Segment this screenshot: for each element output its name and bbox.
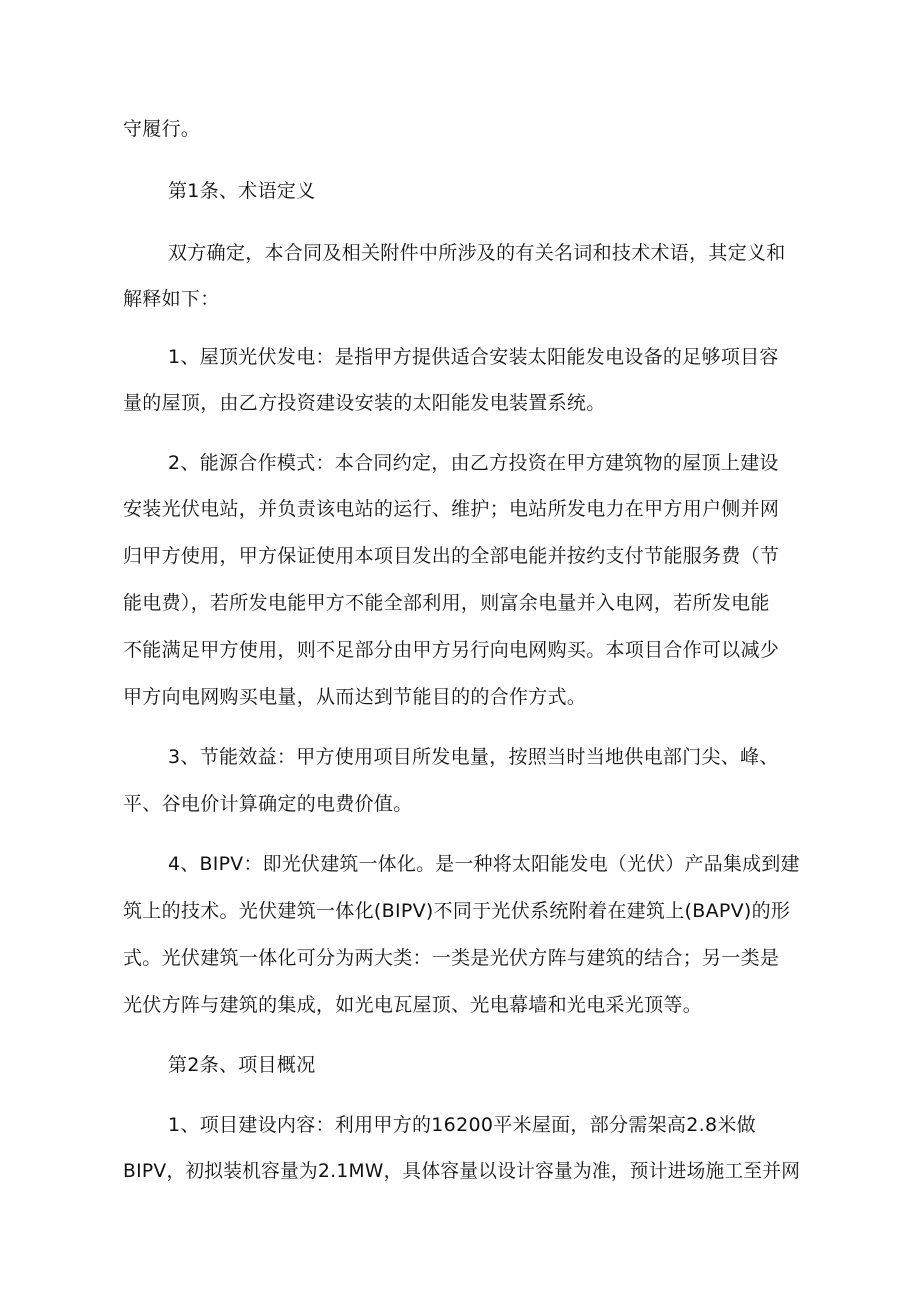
text-line: 不能满足甲方使用，则不足部分由甲方另行向电网购买。本项目合作可以减少 <box>123 639 780 661</box>
text-line: 1、项目建设内容：利用甲方的16200平米屋面，部分需架高2.8米做 <box>168 1114 756 1136</box>
text-line: 1、屋顶光伏发电：是指甲方提供适合安装太阳能发电设备的足够项目容 <box>168 346 779 368</box>
text-line: 归甲方使用，甲方保证使用本项目发出的全部电能并按约支付节能服务费（节 <box>123 545 780 567</box>
text-line: 平、谷电价计算确定的电费价值。 <box>123 793 413 815</box>
text-line: 4、BIPV：即光伏建筑一体化。是一种将太阳能发电（光伏）产品集成到建 <box>168 853 800 875</box>
text-line: 解释如下： <box>123 288 220 310</box>
text-line: 守履行。 <box>123 118 201 140</box>
text-line: 2、能源合作模式：本合同约定，由乙方投资在甲方建筑物的屋顶上建设 <box>168 452 779 474</box>
text-line: 甲方向电网购买电量，从而达到节能目的的合作方式。 <box>123 686 587 708</box>
text-line: 式。光伏建筑一体化可分为两大类：一类是光伏方阵与建筑的结合；另一类是 <box>123 947 780 969</box>
text-line: BIPV，初拟装机容量为2.1MW，具体容量以设计容量为准，预计进场施工至并网 <box>123 1160 801 1182</box>
section-heading: 第1条、术语定义 <box>168 180 316 202</box>
text-line: 筑上的技术。光伏建筑一体化(BIPV)不同于光伏系统附着在建筑上(BAPV)的形 <box>123 900 791 922</box>
text-line: 3、节能效益：甲方使用项目所发电量，按照当时当地供电部门尖、峰、 <box>168 746 779 768</box>
text-line: 能电费），若所发电能甲方不能全部利用，则富余电量并入电网，若所发电能 <box>123 592 770 614</box>
section-heading: 第2条、项目概况 <box>168 1054 316 1076</box>
text-line: 量的屋顶，由乙方投资建设安装的太阳能发电装置系统。 <box>123 392 606 414</box>
text-line: 双方确定，本合同及相关附件中所涉及的有关名词和技术术语，其定义和 <box>168 242 786 264</box>
text-line: 光伏方阵与建筑的集成，如光电瓦屋顶、光电幕墙和光电采光顶等。 <box>123 994 703 1016</box>
text-line: 安装光伏电站，并负责该电站的运行、维护；电站所发电力在甲方用户侧并网 <box>123 498 780 520</box>
